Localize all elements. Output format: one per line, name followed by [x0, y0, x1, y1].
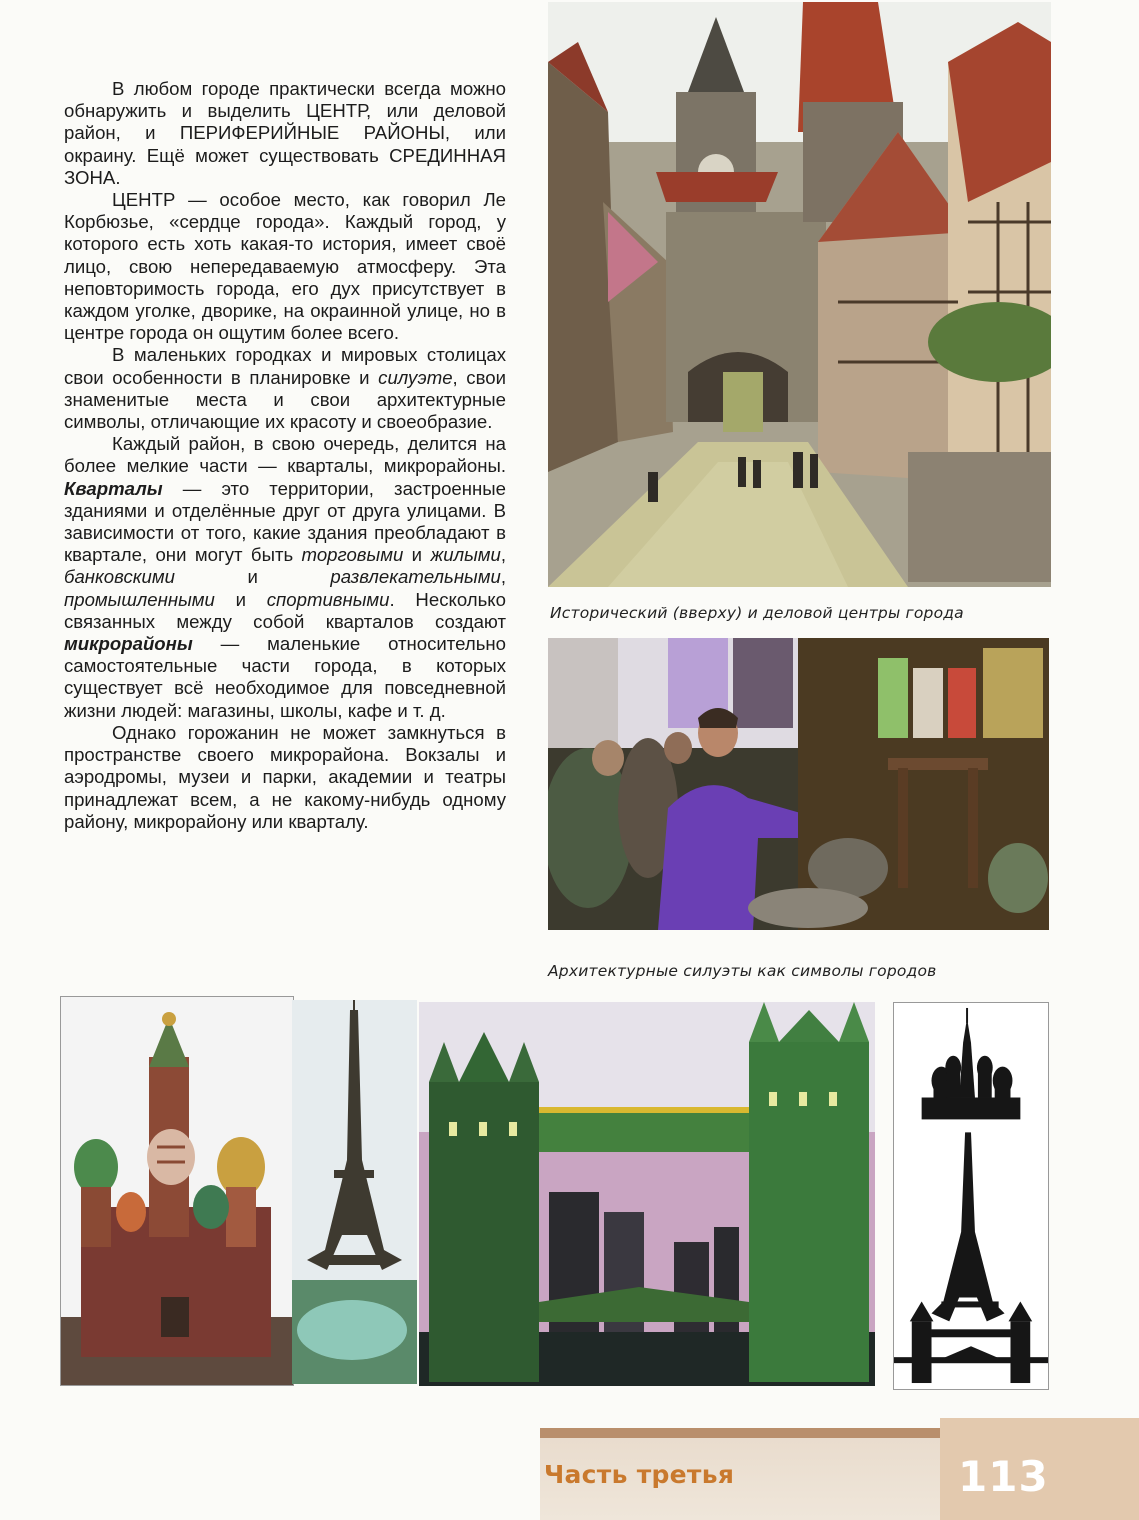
- eiffel-tower-photo: [292, 1000, 417, 1384]
- silhouettes-panel: [893, 1002, 1049, 1390]
- historic-center-photo: [548, 2, 1051, 587]
- term-silhouette: силуэте: [378, 366, 453, 388]
- tower-bridge-photo: [419, 1002, 875, 1386]
- page-number: 113: [958, 1452, 1049, 1501]
- paris-silhouette-icon: [932, 1132, 1005, 1321]
- paragraph-2: ЦЕНТР — особое место, как говорил Ле Корбюзье, «сердце города». Каждый город, у которого есть хоть какая-то история, имеет своё лицо, свою непередаваемую атмосферу. Эта неповторимость города, его дух присутствует в каждом уголке, дворике, на окраинной улице, но в центре города он ощутим более всего.: [64, 189, 506, 344]
- body-text-column: [64, 78, 506, 833]
- moscow-silhouette-icon: [922, 1008, 1021, 1119]
- moscow-cathedral-photo: [60, 996, 294, 1386]
- london-silhouette-icon: [894, 1301, 1048, 1383]
- caption-centers: Исторический (вверху) и деловой центры города: [550, 604, 964, 622]
- paragraph-4: Каждый район, в свою очередь, делится на более мелкие части — кварталы, микрорайоны. Кварталы — это территории, застроенные зданиями и отделённые друг от друга улицами. В зависимости от того, какие здания преобладают в квартале, они могут быть торговыми и жилыми, банковскими и развлекательными, промышленными и спортивными. Несколько связанных между собой кварталов создают микрорайоны — маленькие относительно самостоятельные части города, в которых существует всё необходимое для повседневной жизни людей: магазины, школы, кафе и т. д.: [64, 433, 507, 721]
- paragraph-5: Однако горожанин не может замкнуться в пространстве своего микрорайона. Вокзалы и аэродромы, музеи и парки, академии и театры принадлежат всем, а не какому-нибудь одному району, микрорайону или кварталу.: [64, 721, 506, 832]
- section-title: Часть третья: [544, 1460, 735, 1489]
- term-mikrorayony: микрорайоны: [64, 633, 193, 655]
- paragraph-3: В маленьких городках и мировых столицах свои особенности в планировке и силуэте, свои знаменитые места и свои архитектурные символы, отличающие их красоту и своеобразие.: [64, 344, 506, 433]
- caption-silhouettes: Архитектурные силуэты как символы городов: [548, 962, 937, 980]
- term-kvartaly: Кварталы: [64, 477, 163, 499]
- business-center-photo: [548, 638, 1049, 930]
- paragraph-1: В любом городе практически всегда можно обнаружить и выделить ЦЕНТР, или деловой район, и ПЕРИФЕРИЙНЫЕ РАЙОНЫ, или окраину. Ещё может существовать СРЕДИННАЯ ЗОНА.: [64, 78, 506, 188]
